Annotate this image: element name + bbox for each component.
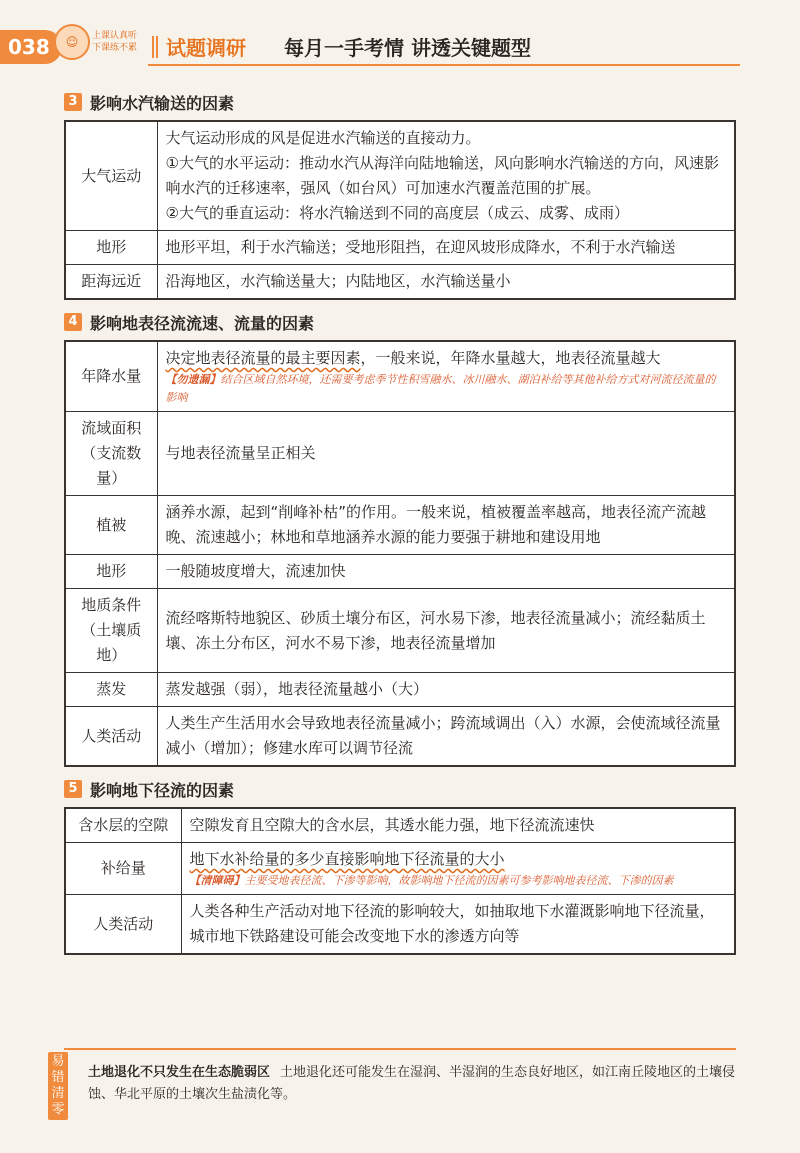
row-value: 人类各种生产活动对地下径流的影响较大，如抽取地下水灌溉影响地下径流量，城市地下铁路建设可能会改变地下水的渗透方向等: [181, 895, 735, 955]
section-3-heading: [64, 88, 736, 116]
section-5-title: 影响地下径流的因素: [90, 780, 235, 800]
table-row: [65, 843, 735, 895]
row-key-line: 地质条件: [81, 596, 142, 614]
main-content: [64, 88, 736, 955]
section-3-number: 3: [64, 93, 82, 111]
emphasized-text: 决定地表径流量的最主要因素: [165, 349, 361, 367]
row-key: [65, 412, 157, 496]
row-key: 人类活动: [65, 895, 181, 955]
row-key: [65, 589, 157, 673]
row-key: 距海远近: [65, 265, 157, 300]
row-text-rest: ，一般来说，年降水量越大，地表径流量越大: [360, 349, 661, 367]
tip-note: [166, 371, 727, 407]
section-3-title: 影响水汽输送的因素: [90, 93, 235, 113]
mascot-caption-line1: 上课认真听: [92, 31, 138, 41]
row-key: 年降水量: [65, 341, 157, 412]
row-main-text: [190, 847, 727, 872]
row-key-line: （土壤质地）: [81, 621, 142, 664]
section-4-number: 4: [64, 313, 82, 331]
row-value: 蒸发越强（弱），地表径流量越小（大）: [157, 673, 735, 707]
section-3-table: [64, 120, 736, 300]
row-value: [157, 341, 735, 412]
section-5-table: [64, 807, 736, 955]
row-key: 人类活动: [65, 707, 157, 767]
row-key: 含水层的空隙: [65, 808, 181, 843]
header-subtitle: 每月一手考情 讲透关键题型: [284, 36, 531, 60]
section-4-title: 影响地表径流流速、流量的因素: [90, 313, 315, 333]
tip-text: 结合区域自然环境，还需要考虑季节性积雪融水、冰川融水、湖泊补给等其他补给方式对河流径流量的影响: [165, 373, 716, 404]
page-header: [0, 24, 800, 72]
table-row: [65, 555, 735, 589]
mascot-caption: [92, 30, 137, 54]
error-clearing-tab: 易错清零: [48, 1052, 68, 1120]
section-4-table: [64, 340, 736, 767]
emphasized-text: 地下水补给量的多少直接影响地下径流量的大小: [189, 850, 505, 868]
row-key: 地形: [65, 555, 157, 589]
row-value: 一般随坡度增大，流速加快: [157, 555, 735, 589]
row-line: ①大气的水平运动：推动水汽从海洋向陆地输送，风向影响水汽输送的方向，风速影响水汽的迁移速率，强风（如台风）可加速水汽覆盖范围的扩展。: [165, 154, 719, 197]
row-key: 植被: [65, 496, 157, 555]
table-row: [65, 496, 735, 555]
table-row: [65, 895, 735, 955]
table-row: [65, 589, 735, 673]
footer-note: [64, 1048, 736, 1106]
row-key: 补给量: [65, 843, 181, 895]
row-value: 地形平坦，利于水汽输送；受地形阻挡，在迎风坡形成降水，不利于水汽输送: [157, 231, 735, 265]
table-row: [65, 121, 735, 231]
table-row: [65, 412, 735, 496]
section-5-number: 5: [64, 780, 82, 798]
section-5-heading: [64, 775, 736, 803]
table-row: [65, 341, 735, 412]
footer-lead: 土地退化不只发生在生态脆弱区: [88, 1065, 271, 1080]
tip-note: [190, 872, 727, 890]
row-main-text: [166, 346, 727, 371]
tip-text: 主要受地表径流、下渗等影响，故影响地下径流的因素可参考影响地表径流、下渗的因素: [244, 874, 674, 887]
row-value: 空隙发育且空隙大的含水层，其透水能力强，地下径流流速快: [181, 808, 735, 843]
row-value: [157, 121, 735, 231]
mascot-caption-line2: 下课练不累: [92, 43, 138, 53]
table-row: [65, 265, 735, 300]
table-row: [65, 808, 735, 843]
section-4-heading: [64, 308, 736, 336]
mascot-icon: ☺: [54, 24, 90, 60]
row-value: 流经喀斯特地貌区、砂质土壤分布区，河水易下渗，地表径流量减小；流经黏质土壤、冻土分布区，河水不易下渗，地表径流量增加: [157, 589, 735, 673]
page-number: 038: [0, 30, 62, 64]
row-line: 大气运动形成的风是促进水汽输送的直接动力。: [165, 129, 481, 147]
table-row: [65, 707, 735, 767]
header-separator: [152, 36, 158, 58]
header-rule: [148, 64, 740, 66]
table-row: [65, 673, 735, 707]
row-key: 蒸发: [65, 673, 157, 707]
row-value: 与地表径流量呈正相关: [157, 412, 735, 496]
row-line: ②大气的垂直运动：将水汽输送到不同的高度层（成云、成雾、成雨）: [165, 204, 629, 222]
row-value: 涵养水源，起到“削峰补枯”的作用。一般来说，植被覆盖率越高，地表径流产流越晚、流速越小；林地和草地涵养水源的能力要强于耕地和建设用地: [157, 496, 735, 555]
table-row: [65, 231, 735, 265]
footer-text-block: [64, 1062, 736, 1106]
header-title: 试题调研: [166, 36, 246, 60]
tip-tag: 【清障碍】: [189, 874, 245, 887]
row-value: 人类生产生活用水会导致地表径流量减小；跨流域调出（入）水源，会使流域径流量减小（增加）；修建水库可以调节径流: [157, 707, 735, 767]
row-value: [181, 843, 735, 895]
row-key: 大气运动: [65, 121, 157, 231]
row-value: 沿海地区，水汽输送量大；内陆地区，水汽输送量小: [157, 265, 735, 300]
footer-text: 土地退化还可能发生在湿润、半湿润的生态良好地区，如江南丘陵地区的土壤侵蚀、华北平原的土壤次生盐渍化等。: [88, 1065, 736, 1102]
row-key-line: 流域面积: [81, 419, 142, 437]
row-key: 地形: [65, 231, 157, 265]
row-key-line: （支流数量）: [81, 444, 142, 487]
tip-tag: 【勿遗漏】: [165, 373, 221, 386]
